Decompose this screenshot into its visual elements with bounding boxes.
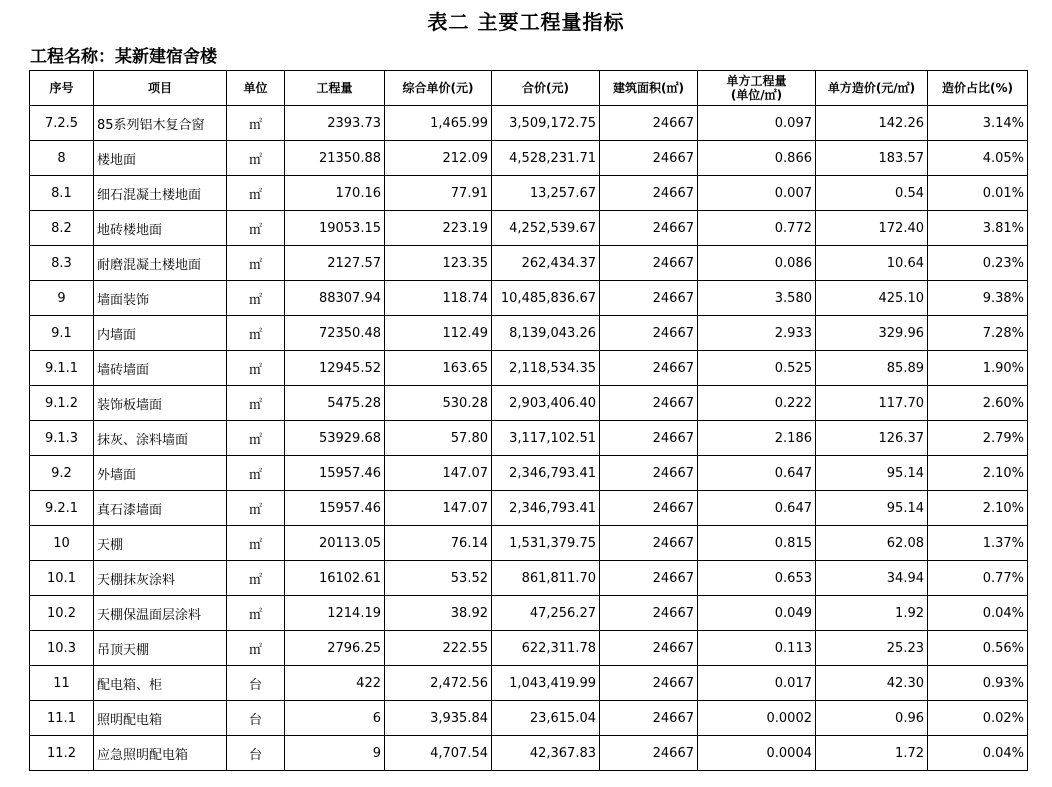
cell-item: 地砖楼地面 — [94, 211, 227, 246]
cell-seq: 10.1 — [30, 561, 94, 596]
cell-per-area-cost: 85.89 — [816, 351, 928, 386]
header-item: 项目 — [94, 71, 227, 106]
cell-quantity: 88307.94 — [285, 281, 385, 316]
cell-item: 装饰板墙面 — [94, 386, 227, 421]
header-per-area-quantity — [698, 71, 816, 106]
cell-quantity: 15957.46 — [285, 456, 385, 491]
cell-seq: 9.1 — [30, 316, 94, 351]
cell-seq: 11 — [30, 666, 94, 701]
cell-area: 24667 — [600, 666, 698, 701]
cell-per-area-quantity: 0.017 — [698, 666, 816, 701]
cell-per-area-quantity: 0.086 — [698, 246, 816, 281]
cell-total: 47,256.27 — [492, 596, 600, 631]
cell-item: 吊顶天棚 — [94, 631, 227, 666]
cell-seq: 9 — [30, 281, 94, 316]
cell-item: 天棚抹灰涂料 — [94, 561, 227, 596]
table-row — [30, 491, 1028, 526]
cell-cost-share: 3.81% — [928, 211, 1028, 246]
cell-quantity: 15957.46 — [285, 491, 385, 526]
table-row — [30, 351, 1028, 386]
cell-per-area-cost: 62.08 — [816, 526, 928, 561]
cell-seq: 9.1.2 — [30, 386, 94, 421]
cell-unit: ㎡ — [227, 246, 285, 281]
cell-item: 楼地面 — [94, 141, 227, 176]
cell-quantity: 21350.88 — [285, 141, 385, 176]
cell-cost-share: 2.10% — [928, 456, 1028, 491]
cell-quantity: 12945.52 — [285, 351, 385, 386]
cell-seq: 11.2 — [30, 736, 94, 771]
cell-quantity: 53929.68 — [285, 421, 385, 456]
header-quantity: 工程量 — [285, 71, 385, 106]
cell-per-area-cost: 10.64 — [816, 246, 928, 281]
cell-unit-price: 118.74 — [385, 281, 492, 316]
table-row — [30, 736, 1028, 771]
cell-unit: ㎡ — [227, 491, 285, 526]
project-name: 工程名称：某新建宿舍楼 — [30, 47, 217, 67]
table-row — [30, 106, 1028, 141]
cell-total: 4,252,539.67 — [492, 211, 600, 246]
cell-unit-price: 57.80 — [385, 421, 492, 456]
cell-per-area-quantity: 0.647 — [698, 456, 816, 491]
cell-unit: ㎡ — [227, 631, 285, 666]
cell-per-area-quantity: 0.866 — [698, 141, 816, 176]
header-seq: 序号 — [30, 71, 94, 106]
cell-quantity: 9 — [285, 736, 385, 771]
cell-item: 细石混凝土楼地面 — [94, 176, 227, 211]
cell-per-area-quantity: 0.222 — [698, 386, 816, 421]
cell-seq: 9.1.3 — [30, 421, 94, 456]
table-row — [30, 281, 1028, 316]
cell-cost-share: 4.05% — [928, 141, 1028, 176]
cell-per-area-quantity: 0.0002 — [698, 701, 816, 736]
cell-area: 24667 — [600, 491, 698, 526]
cell-cost-share: 2.79% — [928, 421, 1028, 456]
header-unit-price: 综合单价(元) — [385, 71, 492, 106]
cell-per-area-cost: 95.14 — [816, 491, 928, 526]
cell-unit-price: 76.14 — [385, 526, 492, 561]
cell-per-area-quantity: 3.580 — [698, 281, 816, 316]
cell-unit: ㎡ — [227, 211, 285, 246]
cell-seq: 7.2.5 — [30, 106, 94, 141]
cell-cost-share: 0.04% — [928, 596, 1028, 631]
cell-unit: 台 — [227, 666, 285, 701]
table-row — [30, 631, 1028, 666]
cell-unit: ㎡ — [227, 141, 285, 176]
cell-total: 861,811.70 — [492, 561, 600, 596]
header-cost-share: 造价占比(%) — [928, 71, 1028, 106]
cell-quantity: 2796.25 — [285, 631, 385, 666]
cell-quantity: 422 — [285, 666, 385, 701]
cell-item: 墙面装饰 — [94, 281, 227, 316]
cell-per-area-cost: 183.57 — [816, 141, 928, 176]
cell-per-area-quantity: 0.113 — [698, 631, 816, 666]
cell-per-area-cost: 117.70 — [816, 386, 928, 421]
cell-per-area-cost: 95.14 — [816, 456, 928, 491]
cell-area: 24667 — [600, 351, 698, 386]
cell-unit-price: 147.07 — [385, 491, 492, 526]
cell-per-area-cost: 34.94 — [816, 561, 928, 596]
cell-item: 照明配电箱 — [94, 701, 227, 736]
cell-unit: ㎡ — [227, 421, 285, 456]
cell-area: 24667 — [600, 316, 698, 351]
cell-seq: 9.1.1 — [30, 351, 94, 386]
cell-seq: 9.2.1 — [30, 491, 94, 526]
cell-per-area-cost: 1.92 — [816, 596, 928, 631]
cell-seq: 8.1 — [30, 176, 94, 211]
cell-cost-share: 0.56% — [928, 631, 1028, 666]
cell-area: 24667 — [600, 596, 698, 631]
cell-quantity: 1214.19 — [285, 596, 385, 631]
cell-total: 2,346,793.41 — [492, 456, 600, 491]
cell-seq: 8.2 — [30, 211, 94, 246]
cell-cost-share: 0.04% — [928, 736, 1028, 771]
cell-seq: 10.2 — [30, 596, 94, 631]
cell-quantity: 5475.28 — [285, 386, 385, 421]
cell-unit-price: 123.35 — [385, 246, 492, 281]
cell-item: 配电箱、柜 — [94, 666, 227, 701]
header-per-area-quantity-line2: (单位/㎡) — [730, 88, 783, 102]
cell-total: 2,346,793.41 — [492, 491, 600, 526]
header-area: 建筑面积(㎡) — [600, 71, 698, 106]
cell-item: 真石漆墙面 — [94, 491, 227, 526]
cell-unit-price: 223.19 — [385, 211, 492, 246]
cell-per-area-quantity: 0.772 — [698, 211, 816, 246]
cell-area: 24667 — [600, 246, 698, 281]
cell-area: 24667 — [600, 701, 698, 736]
cell-per-area-cost: 172.40 — [816, 211, 928, 246]
cell-total: 2,903,406.40 — [492, 386, 600, 421]
table-row — [30, 596, 1028, 631]
cell-total: 8,139,043.26 — [492, 316, 600, 351]
cell-unit-price: 147.07 — [385, 456, 492, 491]
cell-cost-share: 0.93% — [928, 666, 1028, 701]
cell-item: 外墙面 — [94, 456, 227, 491]
cell-item: 墙砖墙面 — [94, 351, 227, 386]
cell-area: 24667 — [600, 421, 698, 456]
cell-area: 24667 — [600, 281, 698, 316]
cell-unit-price: 2,472.56 — [385, 666, 492, 701]
table-row — [30, 141, 1028, 176]
quantity-index-table — [29, 70, 1028, 771]
cell-unit: ㎡ — [227, 281, 285, 316]
cell-total: 262,434.37 — [492, 246, 600, 281]
cell-per-area-cost: 126.37 — [816, 421, 928, 456]
cell-area: 24667 — [600, 561, 698, 596]
cell-area: 24667 — [600, 736, 698, 771]
cell-total: 3,117,102.51 — [492, 421, 600, 456]
cell-quantity: 2127.57 — [285, 246, 385, 281]
cell-seq: 10.3 — [30, 631, 94, 666]
cell-unit: 台 — [227, 701, 285, 736]
cell-per-area-quantity: 0.097 — [698, 106, 816, 141]
header-row — [30, 71, 1028, 106]
cell-cost-share: 0.01% — [928, 176, 1028, 211]
cell-seq: 8 — [30, 141, 94, 176]
cell-total: 1,531,379.75 — [492, 526, 600, 561]
cell-unit: ㎡ — [227, 106, 285, 141]
cell-total: 13,257.67 — [492, 176, 600, 211]
cell-item: 耐磨混凝土楼地面 — [94, 246, 227, 281]
cell-unit: ㎡ — [227, 386, 285, 421]
cell-cost-share: 1.90% — [928, 351, 1028, 386]
cell-total: 3,509,172.75 — [492, 106, 600, 141]
table-row — [30, 666, 1028, 701]
header-total: 合价(元) — [492, 71, 600, 106]
cell-unit: ㎡ — [227, 526, 285, 561]
cell-per-area-quantity: 2.933 — [698, 316, 816, 351]
cell-item: 天棚 — [94, 526, 227, 561]
cell-cost-share: 3.14% — [928, 106, 1028, 141]
cell-unit-price: 112.49 — [385, 316, 492, 351]
table-body — [30, 106, 1028, 771]
cell-quantity: 16102.61 — [285, 561, 385, 596]
cell-seq: 9.2 — [30, 456, 94, 491]
cell-unit: 台 — [227, 736, 285, 771]
cell-per-area-cost: 42.30 — [816, 666, 928, 701]
table-row — [30, 246, 1028, 281]
cell-item: 内墙面 — [94, 316, 227, 351]
cell-cost-share: 2.10% — [928, 491, 1028, 526]
cell-quantity: 72350.48 — [285, 316, 385, 351]
document-title: 表二 主要工程量指标 — [427, 10, 625, 34]
cell-item: 抹灰、涂料墙面 — [94, 421, 227, 456]
cell-per-area-quantity: 0.525 — [698, 351, 816, 386]
table-row — [30, 701, 1028, 736]
cell-quantity: 19053.15 — [285, 211, 385, 246]
cell-item: 天棚保温面层涂料 — [94, 596, 227, 631]
cell-per-area-quantity: 0.647 — [698, 491, 816, 526]
cell-unit-price: 77.91 — [385, 176, 492, 211]
cell-quantity: 6 — [285, 701, 385, 736]
cell-per-area-quantity: 0.007 — [698, 176, 816, 211]
cell-cost-share: 9.38% — [928, 281, 1028, 316]
cell-unit-price: 222.55 — [385, 631, 492, 666]
cell-per-area-quantity: 2.186 — [698, 421, 816, 456]
cell-total: 622,311.78 — [492, 631, 600, 666]
cell-total: 42,367.83 — [492, 736, 600, 771]
cell-seq: 8.3 — [30, 246, 94, 281]
cell-area: 24667 — [600, 176, 698, 211]
cell-cost-share: 2.60% — [928, 386, 1028, 421]
cell-quantity: 170.16 — [285, 176, 385, 211]
cell-total: 10,485,836.67 — [492, 281, 600, 316]
header-per-area-quantity-line1: 单方工程量 — [726, 74, 787, 88]
cell-total: 4,528,231.71 — [492, 141, 600, 176]
cell-cost-share: 0.77% — [928, 561, 1028, 596]
cell-per-area-quantity: 0.815 — [698, 526, 816, 561]
cell-unit: ㎡ — [227, 561, 285, 596]
cell-item: 85系列铝木复合窗 — [94, 106, 227, 141]
cell-per-area-cost: 425.10 — [816, 281, 928, 316]
cell-total: 2,118,534.35 — [492, 351, 600, 386]
cell-cost-share: 0.02% — [928, 701, 1028, 736]
cell-unit: ㎡ — [227, 176, 285, 211]
cell-quantity: 20113.05 — [285, 526, 385, 561]
cell-unit-price: 212.09 — [385, 141, 492, 176]
cell-total: 1,043,419.99 — [492, 666, 600, 701]
cell-unit: ㎡ — [227, 316, 285, 351]
table-row — [30, 316, 1028, 351]
table-row — [30, 561, 1028, 596]
cell-area: 24667 — [600, 106, 698, 141]
cell-per-area-cost: 1.72 — [816, 736, 928, 771]
cell-total: 23,615.04 — [492, 701, 600, 736]
header-per-area-cost: 单方造价(元/㎡) — [816, 71, 928, 106]
cell-quantity: 2393.73 — [285, 106, 385, 141]
cell-per-area-cost: 0.96 — [816, 701, 928, 736]
cell-unit: ㎡ — [227, 351, 285, 386]
cell-unit-price: 530.28 — [385, 386, 492, 421]
cell-cost-share: 0.23% — [928, 246, 1028, 281]
header-unit: 单位 — [227, 71, 285, 106]
cell-area: 24667 — [600, 386, 698, 421]
cell-per-area-quantity: 0.049 — [698, 596, 816, 631]
cell-unit: ㎡ — [227, 456, 285, 491]
cell-per-area-quantity: 0.653 — [698, 561, 816, 596]
cell-unit-price: 1,465.99 — [385, 106, 492, 141]
cell-per-area-cost: 0.54 — [816, 176, 928, 211]
cell-per-area-quantity: 0.0004 — [698, 736, 816, 771]
table-row — [30, 421, 1028, 456]
cell-unit-price: 4,707.54 — [385, 736, 492, 771]
cell-unit-price: 38.92 — [385, 596, 492, 631]
cell-area: 24667 — [600, 211, 698, 246]
table-row — [30, 386, 1028, 421]
cell-cost-share: 7.28% — [928, 316, 1028, 351]
cell-per-area-cost: 142.26 — [816, 106, 928, 141]
cell-unit-price: 3,935.84 — [385, 701, 492, 736]
cell-item: 应急照明配电箱 — [94, 736, 227, 771]
cell-area: 24667 — [600, 456, 698, 491]
table-row — [30, 211, 1028, 246]
cell-unit: ㎡ — [227, 596, 285, 631]
cell-seq: 10 — [30, 526, 94, 561]
cell-cost-share: 1.37% — [928, 526, 1028, 561]
table-row — [30, 526, 1028, 561]
cell-per-area-cost: 25.23 — [816, 631, 928, 666]
cell-area: 24667 — [600, 631, 698, 666]
cell-area: 24667 — [600, 141, 698, 176]
cell-unit-price: 163.65 — [385, 351, 492, 386]
cell-unit-price: 53.52 — [385, 561, 492, 596]
cell-area: 24667 — [600, 526, 698, 561]
cell-per-area-cost: 329.96 — [816, 316, 928, 351]
table-row — [30, 176, 1028, 211]
table-row — [30, 456, 1028, 491]
cell-seq: 11.1 — [30, 701, 94, 736]
